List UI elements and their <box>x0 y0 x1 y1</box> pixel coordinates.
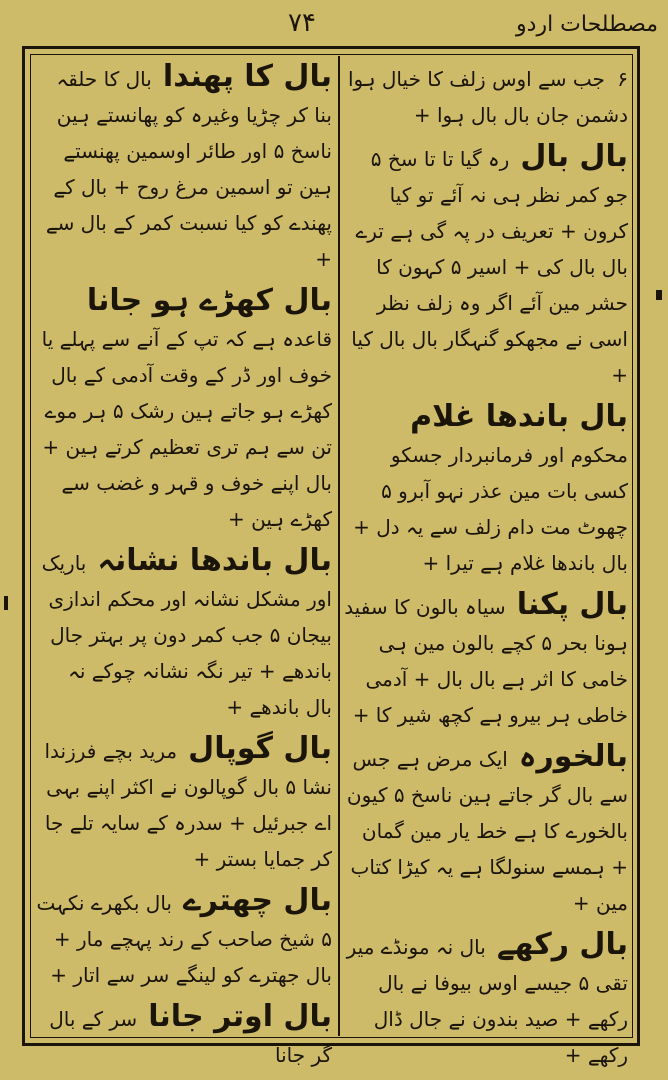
dictionary-entry <box>344 140 628 394</box>
entry-text: باریک اور مشکل نشانہ اور محکم اندازی بیجان ۵ جب کمر دون پر بہتر جال باندھے + تیر نگہ نشانہ چوکے نہ بال باندھے + <box>41 551 332 719</box>
entry-text: بال بکھرے نکہت ۵ شیخ صاحب کے رند پہچے مار + بال جھترے کو لینگے سر سے اتار + <box>36 891 332 987</box>
running-title: مصطلحات اردو <box>516 12 658 37</box>
entry-headword: بالخورہ <box>518 739 628 774</box>
dictionary-entry <box>36 884 332 994</box>
dictionary-entry <box>36 732 332 878</box>
dictionary-entry <box>344 400 628 582</box>
entry-headword: بال کھڑے ہو جانا <box>86 283 332 318</box>
dictionary-entry <box>36 1000 332 1074</box>
page-header <box>0 6 668 46</box>
dictionary-entry <box>344 588 628 734</box>
entry-text: مرید بچے فرزندا نشا ۵ بال گوپالون نے اکثر اپنے بہی اے جبرئیل + سدرہ کے سایہ تلے جا کر جمایا بستر + <box>44 739 332 871</box>
entry-text: ایک مرض ہے جس سے بال گر جاتے ہین ناسخ ۵ کیون بالخورے کا ہے خط یار مین گمان + ہمسے سنولگا ہے یہ کیڑا کتاب مین + <box>346 747 628 915</box>
entry-text: سیاہ بالون کا سفید ہونا بحر ۵ کچے بالون مین ہی خامی کا اثر ہے بال بال + آدمی خاطی ہر بیرو ہے کچھ شیر کا + <box>344 595 628 727</box>
dictionary-entry <box>344 740 628 922</box>
entry-text: بال نہ مونڈے میر تقی ۵ جیسے اوس بیوفا نے بال رکھے + صید بندون نے جال ڈال رکھے + <box>346 935 628 1067</box>
margin-mark <box>656 290 662 300</box>
entry-text: رہ گیا تا تا سخ ۵ جو کمر نظر ہی نہ آئے تو کیا کرون + تعریف در پہ گی ہے ترے بال بال کی + اسیر ۵ کہون کا حشر مین آئے اگر وہ زلف نظر اسی نے مجھکو گنہگار بال بال کیا + <box>351 147 628 387</box>
dictionary-entry <box>36 544 332 726</box>
dictionary-entry <box>36 60 332 278</box>
entry-headword: بال اوتر جانا <box>148 999 332 1034</box>
entry-text: ۶ جب سے اوس زلف کا خیال ہوا دشمن جان بال بال ہوا + <box>347 67 628 127</box>
left-column <box>36 59 332 1067</box>
entry-headword: بال گوپال <box>188 731 332 766</box>
entry-headword: بال باندھا غلام <box>410 399 628 434</box>
dictionary-entry <box>344 928 628 1074</box>
entry-headword: بال رکھے <box>496 927 628 962</box>
entry-text: سر کے بال گر جانا <box>49 1007 332 1067</box>
dictionary-entry <box>344 60 628 134</box>
dictionary-entry <box>36 284 332 538</box>
column-divider <box>338 56 340 1036</box>
entry-text: قاعدہ ہے کہ تپ کے آنے سے پہلے یا خوف اور ڈر کے وقت آدمی کے بال کھڑے ہو جاتے ہین رشک ۵ ہر موے تن سے ہم تری تعظیم کرتے ہین + بال اپنے خوف و قہر و غضب سے کھڑے ہین + <box>41 327 332 531</box>
entry-headword: بال کا پھندا <box>162 59 332 94</box>
entry-text: بال کا حلقہ بنا کر چڑیا وغیرہ کو پھانستے ہین ناسخ ۵ اور طائر اوسمین پھنستے ہین تو اسمین مرغ روح + بال کے پھندے کو کیا نسبت کمر کے بال سے + <box>45 67 332 271</box>
entry-text: محکوم اور فرمانبردار جسکو کسی بات مین عذر نہو آبرو ۵ چھوٹ مت دام زلف سے یہ دل + بال باندھا غلام ہے تیرا + <box>353 443 628 575</box>
entry-headword: بال پکنا <box>516 587 628 622</box>
margin-mark <box>4 596 8 610</box>
right-column <box>344 60 628 1067</box>
entry-headword: بال چھترے <box>183 883 332 918</box>
entry-headword: بال باندھا نشانہ <box>97 543 332 578</box>
entry-headword: بال بال <box>520 139 628 174</box>
page-number: ۷۴ <box>288 8 316 38</box>
